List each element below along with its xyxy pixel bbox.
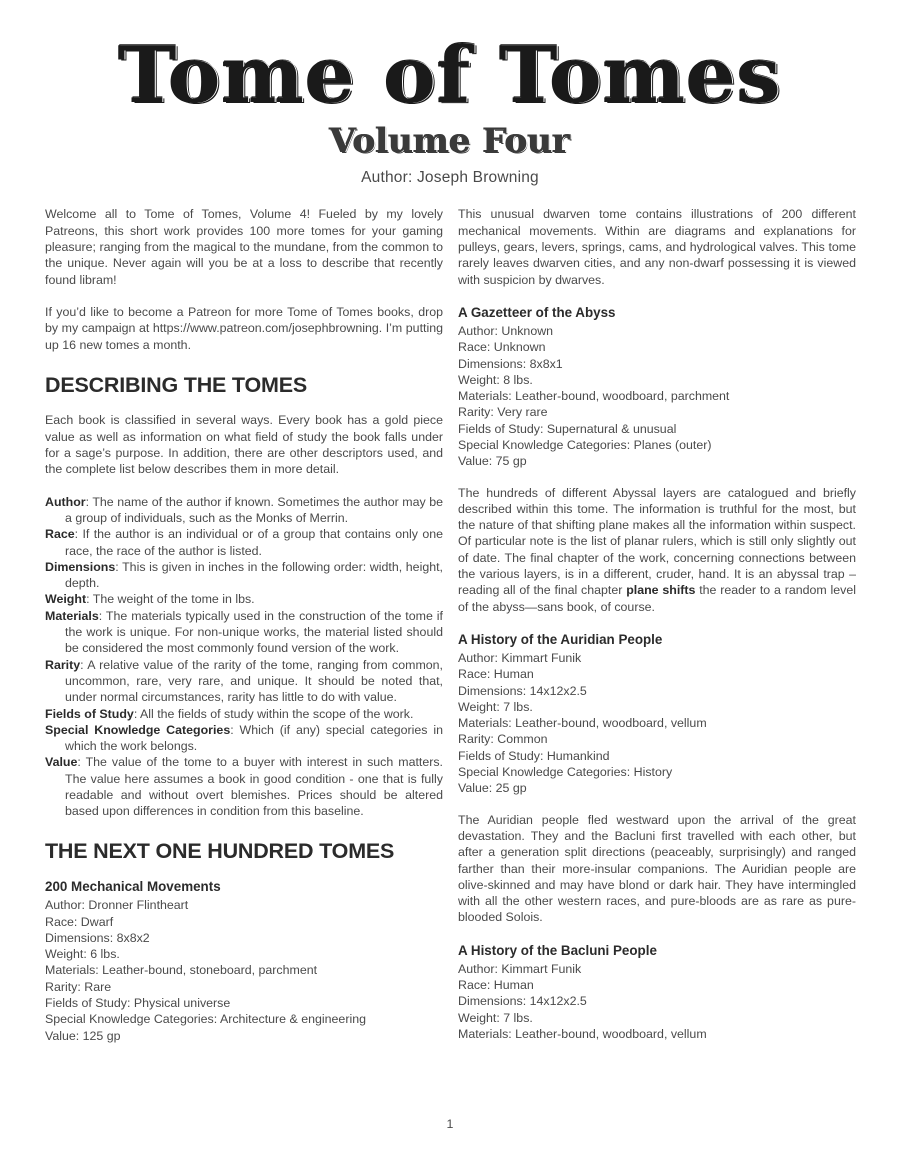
section-heading-describing: DESCRIBING THE TOMES <box>45 372 307 397</box>
definition-text: This is given in inches in the following order: width, height, depth. <box>65 559 443 591</box>
tome-entry-gazetteer-abyss <box>458 304 856 470</box>
definition-item <box>45 591 443 607</box>
tome-field-special-knowledge: Special Knowledge Categories: History <box>458 765 673 780</box>
description-text-after-bold: the reader to a random level of the abyss—sans book, of course. <box>458 583 856 614</box>
tome-field-dimensions: Dimensions: 14x12x2.5 <box>458 683 587 698</box>
tome-entry-mechanical-movements <box>45 878 443 1044</box>
tome-entry-auridian-people <box>458 631 856 797</box>
definition-term: Value <box>45 755 78 770</box>
definition-text: The materials typically used in the construction of the tome if the work is unique. For non-unique works, the material listed should be considered the most commonly found version of the work. <box>65 608 444 656</box>
tome-field-value: Value: 25 gp <box>458 781 527 796</box>
definition-separator: : <box>115 559 123 574</box>
definition-term: Author <box>45 494 86 509</box>
tome-description-mechanical-movements: This unusual dwarven tome contains illustrations of 200 different mechanical movements. Within are diagrams and explanations for pulleys, gears, levers, springs, cams, and hydrological valves. This tome rarely leaves dwarven cities, and any non-dwarf possessing it is viewed with suspicion by dwarves. <box>458 207 856 287</box>
tome-entry-title: A History of the Bacluni People <box>458 942 657 958</box>
tome-field-materials: Materials: Leather-bound, woodboard, vellum <box>458 716 707 731</box>
definition-separator: : <box>86 592 93 607</box>
definition-separator: : <box>77 755 86 770</box>
page-title: Tome of Tomes <box>118 30 782 121</box>
tome-field-special-knowledge: Special Knowledge Categories: Architecture & engineering <box>45 1012 366 1027</box>
intro-paragraph-2: If you’d like to become a Patreon for more Tome of Tomes books, drop by my campaign at https://www.patreon.com/josephbrowning. I’m putting up 16 new tomes a month. <box>45 304 443 352</box>
author-byline: Author: Joseph Browning <box>361 169 539 187</box>
definition-item <box>45 706 443 722</box>
intro-paragraph-1: Welcome all to Tome of Tomes, Volume 4! Fueled by my lovely Patreons, this short work provides 100 more tomes for your gaming pleasure; ranging from the magical to the mundane, from the common to the unique. Never again will you be at a loss to describe that recently found libram! <box>45 207 443 287</box>
tome-field-race: Race: Human <box>458 978 534 993</box>
tome-field-materials: Materials: Leather-bound, stoneboard, parchment <box>45 963 318 978</box>
definition-separator: : <box>98 608 106 623</box>
definition-term: Weight <box>45 592 87 607</box>
tome-field-fields-of-study: Fields of Study: Humankind <box>458 748 610 763</box>
tome-field-weight: Weight: 7 lbs. <box>458 1010 533 1025</box>
definition-item <box>45 559 443 592</box>
tome-field-rarity: Rarity: Rare <box>45 979 112 994</box>
definition-term: Materials <box>45 608 99 623</box>
definition-text: The name of the author if known. Sometimes the author may be a group of individuals, such as the Monks of Merrin. <box>65 494 443 525</box>
page-number: 1 <box>446 1117 454 1131</box>
tome-entry-title: A Gazetteer of the Abyss <box>458 304 616 320</box>
tome-entry-bacluni-people <box>458 942 856 1042</box>
definition-item <box>45 657 443 706</box>
tome-field-dimensions: Dimensions: 14x12x2.5 <box>458 994 587 1009</box>
definition-term: Dimensions <box>45 559 116 574</box>
description-text-before-bold: The hundreds of different Abyssal layers are catalogued and briefly described within this tome. The information is truthful for the most, but the nature of that shifting plane makes all the information within suspect. Of particular note is the list of planar rulers, which is still only slightly out of date. The final chapter of the work, concerning connections between the various layers, is in a different, cruder, hand. It is an abyssal trap – reading all of the final chapter <box>458 485 856 598</box>
descriptor-definition-list <box>45 494 443 820</box>
definition-text: Which (if any) special categories in which the work belongs. <box>65 722 443 754</box>
tome-field-value: Value: 125 gp <box>45 1028 121 1043</box>
tome-description-auridian-people: The Auridian people fled westward upon the arrival of the great devastation. They and the Bacluni first travelled with each other, but after a generation split directions (peaceably, surprisingly) and ranged farther than their more-insular companions. The Auridian people are olive-skinned and may have blond or dark hair. They have intermingled with all the other western races, and pure-bloods are as rare as pure-blooded Solois. <box>458 812 856 925</box>
definition-term: Fields of Study <box>45 706 134 721</box>
left-column <box>45 206 443 1043</box>
tome-field-materials: Materials: Leather-bound, woodboard, vellum <box>458 1026 707 1041</box>
description-emphasis-plane-shifts: plane shifts <box>626 583 696 598</box>
definition-item <box>45 526 443 559</box>
tome-field-rarity: Rarity: Very rare <box>458 405 548 420</box>
tome-field-fields-of-study: Fields of Study: Physical universe <box>45 996 231 1010</box>
definition-separator: : <box>85 494 93 509</box>
describing-intro-paragraph: Each book is classified in several ways. Every book has a gold piece value as well as information on what field of study the book falls under for a sage’s purpose. In addition, there are other descriptors used, and the complete list below describes them in more detail. <box>45 413 443 477</box>
definition-item <box>45 722 443 755</box>
tome-field-race: Race: Human <box>458 667 534 682</box>
tome-field-race: Race: Unknown <box>458 340 546 355</box>
tome-entry-title: A History of the Auridian People <box>458 631 663 647</box>
tome-field-author: Author: Kimmart Funik <box>458 961 582 976</box>
definition-text: A relative value of the rarity of the tome, ranging from common, uncommon, rare, very rare, and unique. It should be noted that, under normal circumstances, rarity has little to do with value. <box>65 657 443 705</box>
tome-description-gazetteer-abyss <box>458 485 856 615</box>
tome-field-value: Value: 75 gp <box>458 454 527 469</box>
tome-field-special-knowledge: Special Knowledge Categories: Planes (outer) <box>458 438 712 452</box>
definition-item <box>45 608 443 657</box>
tome-field-author: Author: Dronner Flintheart <box>45 898 189 913</box>
definition-item <box>45 754 443 819</box>
tome-field-rarity: Rarity: Common <box>458 732 548 747</box>
definition-term: Rarity <box>45 657 81 672</box>
tome-entry-title: 200 Mechanical Movements <box>45 879 221 895</box>
definition-term: Race <box>45 527 75 542</box>
tome-field-fields-of-study: Fields of Study: Supernatural & unusual <box>458 421 677 436</box>
definition-term: Special Knowledge Categories <box>45 722 231 737</box>
definition-item <box>45 494 443 527</box>
tome-field-race: Race: Dwarf <box>45 914 114 929</box>
tome-field-author: Author: Unknown <box>458 323 554 338</box>
volume-subtitle: Volume Four <box>329 121 571 162</box>
definition-text: All the fields of study within the scope of the work. <box>140 706 414 721</box>
two-column-layout <box>45 206 855 1043</box>
definition-separator: : <box>80 657 88 672</box>
tome-field-author: Author: Kimmart Funik <box>458 650 582 665</box>
definition-separator: : <box>74 527 83 542</box>
tome-field-weight: Weight: 8 lbs. <box>458 372 533 387</box>
definition-separator: : <box>230 722 240 737</box>
tome-field-dimensions: Dimensions: 8x8x2 <box>45 930 150 945</box>
definition-text: The value of the tome to a buyer with interest in such matters. The value here assumes a book in good condition - one that is fully readable and without overt blemishes. Prices should be altered based upon differences in condition from this baseline. <box>65 755 443 819</box>
right-column <box>458 206 856 1042</box>
tome-field-dimensions: Dimensions: 8x8x1 <box>458 356 563 371</box>
definition-separator: : <box>133 706 141 721</box>
definition-text: If the author is an individual or of a group that contains only one race, the race of the author is listed. <box>65 527 443 558</box>
section-heading-next-hundred: THE NEXT ONE HUNDRED TOMES <box>45 838 395 863</box>
masthead <box>45 0 855 187</box>
tome-field-weight: Weight: 6 lbs. <box>45 947 120 962</box>
tome-field-materials: Materials: Leather-bound, woodboard, parchment <box>458 389 730 404</box>
tome-field-weight: Weight: 7 lbs. <box>458 699 533 714</box>
definition-text: The weight of the tome in lbs. <box>92 592 255 607</box>
